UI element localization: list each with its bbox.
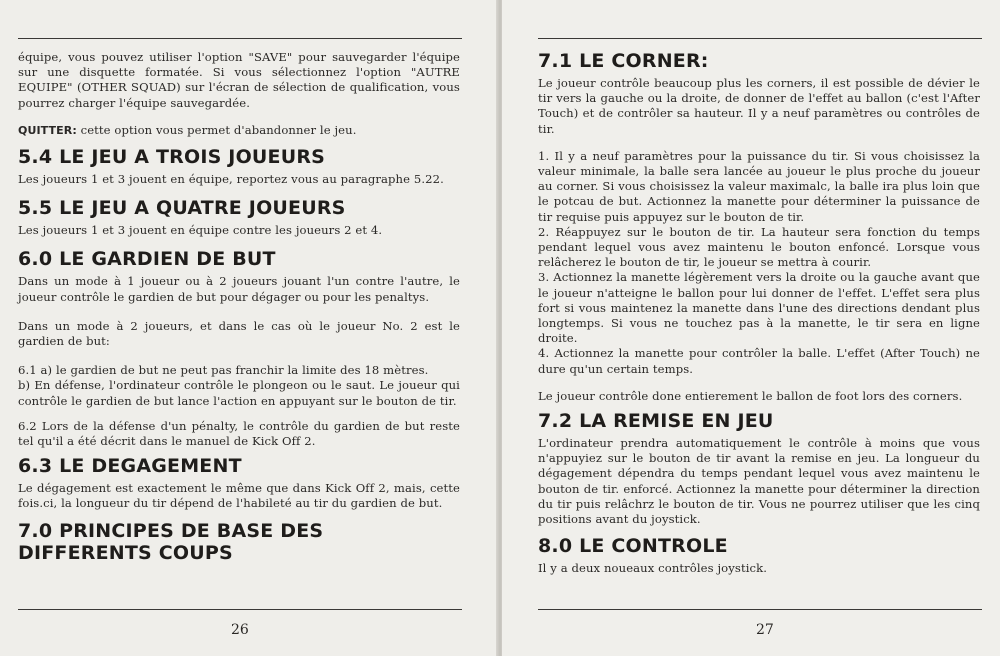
heading-8-0: 8.0 LE CONTROLE <box>538 535 728 558</box>
paragraph-8-0: Il y a deux noueaux contrôles joystick. <box>538 561 768 576</box>
heading-7-1: 7.1 LE CORNER: <box>538 50 709 72</box>
paragraph-6-0a: Dans un mode à 1 joueur ou à 2 joueurs jouant l'un contre l'autre, le joueur contrôle le gardien de but pour dégager ou pour les penaltys. <box>18 274 460 304</box>
paragraph-7-1-end: Le joueur contrôle done entierement le ballon de foot lors des corners. <box>538 388 963 403</box>
paragraph-7-1-item-3: 3. Actionnez la manette légèrement vers la droite ou la gauche avant que le joueur n'atteigne le ballon pour lui donner de l'effet. L'effet sera plus fort si vous maintenez la manette dans l'une des directions dendant plus longtemps. Si vous ne touchez pas à la manette, le tir sera en ligne droite. <box>538 270 980 346</box>
paragraph-6-2: 6.2 Lors de la défense d'un pénalty, le contrôle du gardien de but reste tel qu'il a été décrit dans le manuel de Kick Off 2. <box>18 418 460 449</box>
heading-7-0: 7.0 PRINCIPES DE BASE DES DIFFERENTS COUPS <box>18 519 324 564</box>
top-rule <box>538 38 982 39</box>
quit-text: cette option vous permet d'abandonner le jeu. <box>76 122 357 137</box>
quit-paragraph <box>18 123 460 138</box>
page-number-right: 27 <box>756 622 774 638</box>
paragraph-7-1-item-1: 1. Il y a neuf paramètres pour la puissance du tir. Si vous choisissez la valeur minimale, la balle sera lancée au joueur le plus proche du joueur au corner. Si vous choisissez la valeur maximalc, la balle ira plus loin que le potcau de but. Actionnez la manette pour déterminer la puissance de tir requise puis appuyez sur le bouton de tir. <box>538 148 980 224</box>
paragraph-7-1-item-2: 2. Réappuyez sur le bouton de tir. La hauteur sera fonction du temps pendant lequel vous avez maintenu le bouton enfoncé. Lorsque vous relâcherez le bouton de tir, le joueur se mettra à courir. <box>538 224 980 270</box>
left-column <box>18 50 460 568</box>
heading-5-4: 5.4 LE JEU A TROIS JOUEURS <box>18 146 326 169</box>
paragraph-7-2: L'ordinateur prendra automatiquement le contrôle à moins que vous n'appuyiez sur le bouton de tir avant la remise en jeu. La longueur du dégagement dépendra du temps pendant lequel vous avez maintenu le bouton de tir. enforcé. Actionnez la manette pour déterminer la direction du tir puis relâchrz le bouton de tir. Vous ne pourrez utiliser que les cinq positions avant du joystick. <box>538 436 980 527</box>
quit-label: QUITTER: <box>18 123 77 137</box>
heading-7-2: 7.2 LA REMISE EN JEU <box>538 410 774 433</box>
heading-6-0: 6.0 LE GARDIEN DE BUT <box>18 248 276 271</box>
heading-5-5: 5.5 LE JEU A QUATRE JOUEURS <box>18 197 346 220</box>
save-paragraph: équipe, vous pouvez utiliser l'option "SAVE" pour sauvegarder l'équipe sur une disquette formatée. Si vous sélectionnez l'option "AUTRE EQUIPE" (OTHER SQUAD) sur l'écran de sélection de qualification, vous pourrez charger l'équipe sauvegardée. <box>18 50 460 110</box>
paragraph-5-5: Les joueurs 1 et 3 jouent en équipe contre les joueurs 2 et 4. <box>18 223 383 238</box>
page-number-left: 26 <box>231 622 249 638</box>
heading-6-3: 6.3 LE DEGAGEMENT <box>18 455 242 478</box>
paragraph-7-1: Le joueur contrôle beaucoup plus les corners, il est possible de dévier le tir vers la gauche ou la droite, de donner de l'effet au ballon (c'est l'After Touch) et de contrôler sa hauteur. Il y a neuf paramètres ou contrôles de tir. <box>538 76 980 136</box>
paragraph-6-0b: Dans un mode à 2 joueurs, et dans le cas où le joueur No. 2 est le gardien de but: <box>18 318 460 349</box>
right-column <box>538 50 980 592</box>
right-page <box>502 0 1000 656</box>
paragraph-5-4: Les joueurs 1 et 3 jouent en équipe, reportez vous au paragraphe 5.22. <box>18 172 444 187</box>
bottom-rule <box>18 609 462 610</box>
bottom-rule <box>538 609 982 610</box>
top-rule <box>18 38 462 39</box>
paragraph-6-3: Le dégagement est exactement le même que dans Kick Off 2, mais, cette fois.ci, la longueur du tir dépend de l'habileté au tir du gardien de but. <box>18 481 460 511</box>
paragraph-6-1b: b) En défense, l'ordinateur contrôle le plongeon ou le saut. Le joueur qui contrôle le gardien de but lance l'action en appuyant sur le bouton de tir. <box>18 378 460 408</box>
left-page <box>0 0 498 656</box>
paragraph-6-1a: 6.1 a) le gardien de but ne peut pas franchir la limite des 18 mètres. <box>18 363 429 378</box>
paragraph-7-1-item-4: 4. Actionnez la manette pour contrôler la balle. L'effet (After Touch) ne dure qu'un certain temps. <box>538 346 980 376</box>
